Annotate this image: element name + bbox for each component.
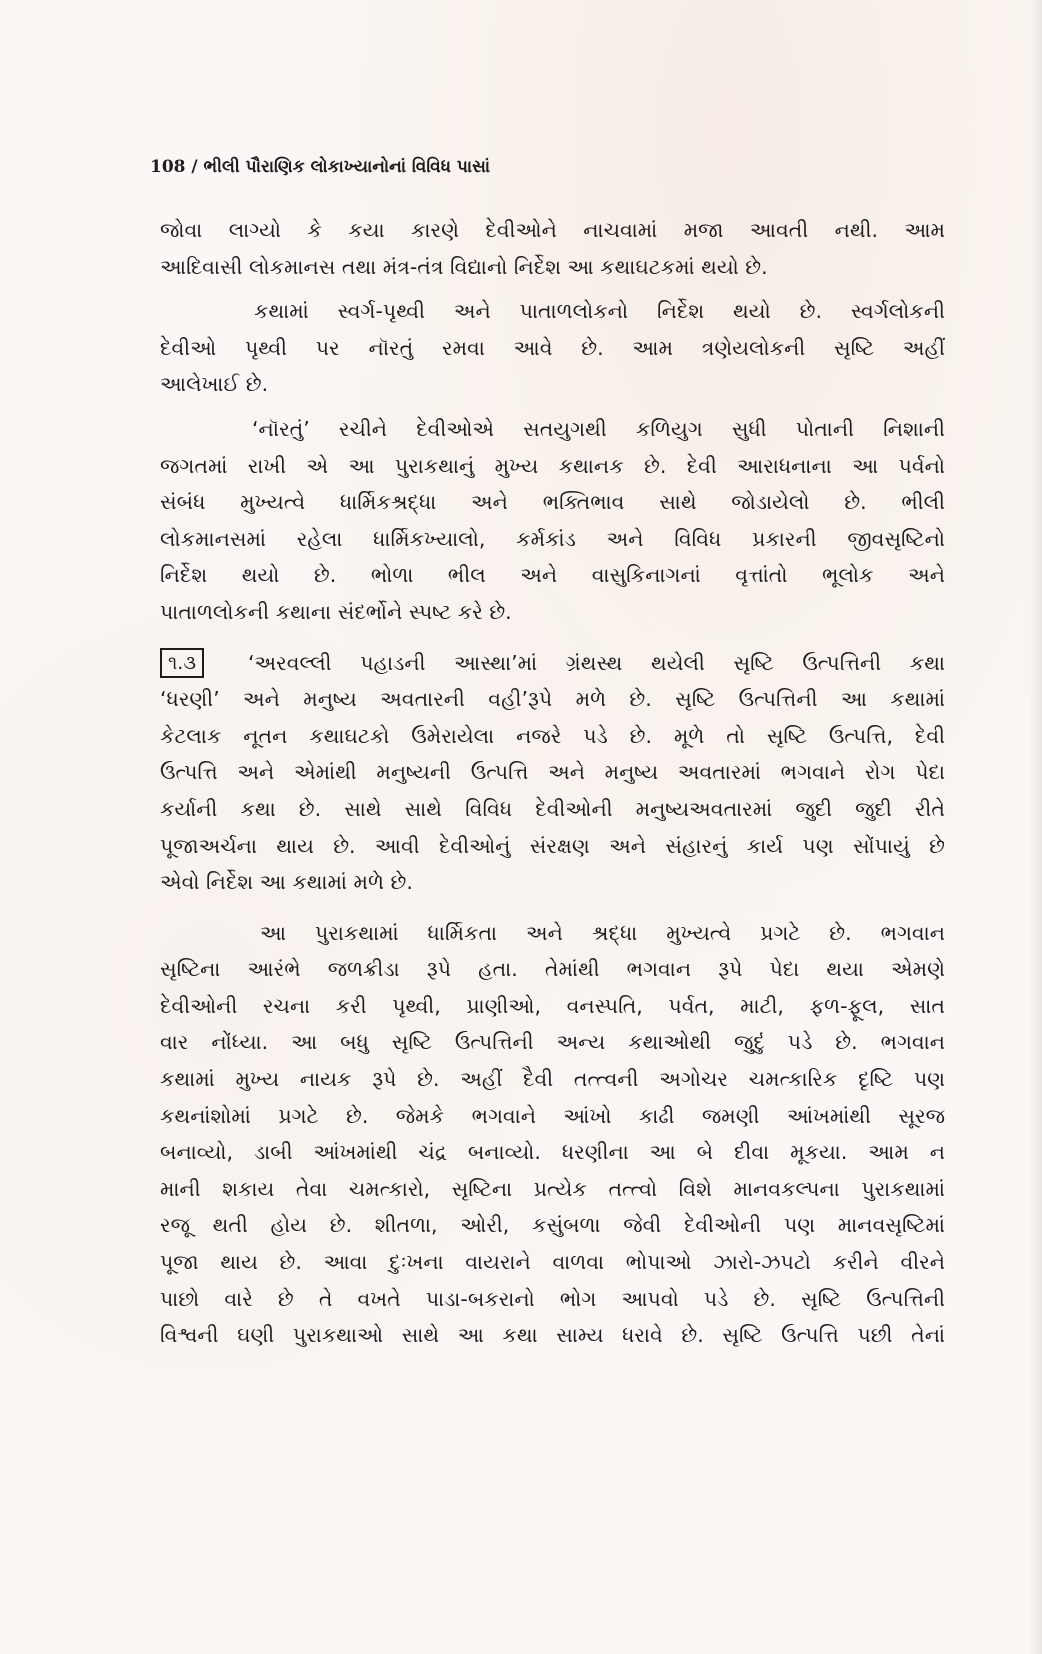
- text-line: સૃષ્ટિના આરંભે જળક્રીડા રૂપે હતા. તેમાંથી ભગવાન રૂપે પેદા થયા એમણે: [160, 957, 945, 982]
- text-line: વાર નોંધ્યા. આ બધુ સૃષ્ટિ ઉત્પત્તિની અન્ય કથાઓથી જુદું પડે છે. ભગવાન: [160, 1030, 945, 1055]
- text-line: દેવીઓ પૃથ્વી પર નૉરતું રમવા આવે છે. આમ ત્રણેયલોકની સૃષ્ટિ અહીં: [160, 335, 945, 360]
- text-line: ‘ધરણી’ અને મનુષ્ય અવતારની વહી’રૂપે મળે છે. સૃષ્ટિ ઉત્પત્તિની આ કથામાં: [160, 687, 945, 712]
- text-line: પાતાળલોકની કથાના સંદર્ભોને સ્પષ્ટ કરે છે.: [160, 599, 512, 624]
- text-line: વિશ્વની ઘણી પુરાકથાઓ સાથે આ કથા સામ્ય ધરાવે છે. સૃષ્ટિ ઉત્પત્તિ પછી તેનાં: [160, 1323, 945, 1348]
- text-line: પૂજાઅર્ચના થાય છે. આવી દેવીઓનું સંરક્ષણ અને સંહારનું કાર્ય પણ સોંપાયું છે: [160, 833, 945, 858]
- paragraph: [160, 212, 945, 285]
- paragraph-gap: [160, 403, 945, 411]
- text-line: કથામાં મુખ્ય નાયક રૂપે છે. અહીં દૈવી તત્ત્વની અગોચર ચમત્કારિક દૃષ્ટિ પણ: [160, 1067, 945, 1092]
- text-line: સંબંધ મુખ્યત્વે ધાર્મિકશ્રદ્ધા અને ભક્તિભાવ સાથે જોડાયેલો છે. ભીલી: [160, 490, 945, 515]
- paragraph-gap: [160, 631, 945, 645]
- text-line: માની શકાય તેવા ચમત્કારો, સૃષ્ટિના પ્રત્યેક તત્ત્વો વિશે માનવકલ્પના પુરાકથામાં: [160, 1176, 945, 1201]
- text-line: ઉત્પત્તિ અને એમાંથી મનુષ્યની ઉત્પત્તિ અને મનુષ્ય અવતારમાં ભગવાને રોગ પેદા: [160, 760, 945, 785]
- paragraph-gap: [160, 901, 945, 915]
- text-line: એવો નિર્દેશ આ કથામાં મળે છે.: [160, 870, 413, 895]
- section-paragraph: [160, 645, 945, 901]
- text-line: ‘અરવલ્લી પહાડની આસ્થા’માં ગ્રંથસ્થ થયેલી સૃષ્ટિ ઉત્પત્તિની કથા: [248, 650, 945, 675]
- body-text: [160, 212, 945, 1354]
- paragraph: [160, 915, 945, 1354]
- paragraph: [160, 411, 945, 631]
- text-line: આ પુરાકથામાં ધાર્મિકતા અને શ્રદ્ધા મુખ્યત્વે પ્રગટે છે. ભગવાન: [260, 920, 945, 945]
- section-heading-row: [160, 645, 945, 682]
- text-line: પૂજા થાય છે. આવા દુઃખના વાયરાને વાળવા ભોપાઓ ઝારો-ઝપટો કરીને વીરને: [160, 1250, 945, 1275]
- text-line: જગતમાં રાખી એ આ પુરાકથાનું મુખ્ય કથાનક છે. દેવી આરાધનાના આ પર્વનો: [160, 453, 945, 478]
- text-line: નિર્દેશ થયો છે. ભોળા ભીલ અને વાસુકિનાગનાં વૃત્તાંતો ભૂલોક અને: [160, 563, 945, 588]
- page-edge-shadow: [1028, 0, 1042, 1654]
- text-line: પાછો વારે છે તે વખતે પાડા-બકરાનો ભોગ આપવો પડે છે. સૃષ્ટિ ઉત્પત્તિની: [160, 1286, 945, 1311]
- text-line: કર્યાની કથા છે. સાથે સાથે વિવિધ દેવીઓની મનુષ્યઅવતારમાં જુદી જુદી રીતે: [160, 796, 945, 821]
- text-line: કથનાંશોમાં પ્રગટે છે. જેમકે ભગવાને આંખો કાઢી જમણી આંખમાંથી સૂરજ: [160, 1103, 945, 1128]
- paragraph: [160, 293, 945, 403]
- text-line: આદિવાસી લોકમાનસ તથા મંત્ર-તંત્ર વિદ્યાનો નિર્દેશ આ કથાઘટકમાં થયો છે.: [160, 254, 768, 279]
- text-line: આલેખાઈ છે.: [160, 372, 269, 397]
- text-line: રજૂ થતી હોય છે. શીતળા, ઓરી, કસુંબળા જેવી દેવીઓની પણ માનવસૃષ્ટિમાં: [160, 1213, 945, 1238]
- text-line: દેવીઓની રચના કરી પૃથ્વી, પ્રાણીઓ, વનસ્પતિ, પર્વત, માટી, ફળ-ફૂલ, સાત: [160, 993, 945, 1018]
- text-line: જોવા લાગ્યો કે કયા કારણે દેવીઓને નાચવામાં મજા આવતી નથી. આમ: [160, 218, 945, 242]
- text-line: કેટલાક નૂતન કથાઘટકો ઉમેરાયેલા નજરે પડે છે. મૂળે તો સૃષ્ટિ ઉત્પત્તિ, દેવી: [160, 723, 945, 748]
- text-line: ‘નૉરતું’ રચીને દેવીઓએ સતયુગથી કળિયુગ સુધી પોતાની નિશાની: [252, 416, 945, 441]
- text-line: કથામાં સ્વર્ગ-પૃથ્વી અને પાતાળલોકનો નિર્દેશ થયો છે. સ્વર્ગલોકની: [254, 299, 945, 324]
- running-head: 108 / ભીલી પૌરાણિક લોકાખ્યાનોનાં વિવિધ પાસાં: [150, 157, 491, 177]
- text-line: લોકમાનસમાં રહેલા ધાર્મિકખ્યાલો, કર્મકાંડ અને વિવિધ પ્રકારની જીવસૃષ્ટિનો: [160, 526, 945, 551]
- text-line: બનાવ્યો, ડાબી આંખમાંથી ચંદ્ર બનાવ્યો. ધરણીના આ બે દીવા મૂકયા. આમ ન: [160, 1140, 945, 1165]
- paragraph-gap: [160, 285, 945, 293]
- section-number-box: ૧.૩: [160, 648, 204, 678]
